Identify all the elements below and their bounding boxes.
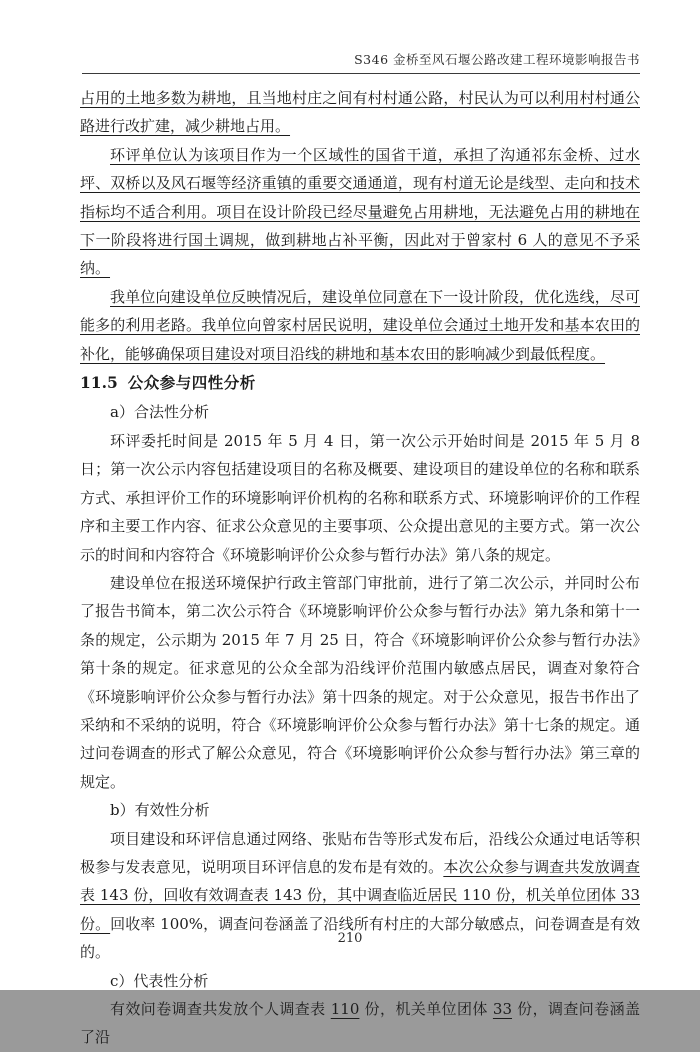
subsection-c-heading: c）代表性分析 bbox=[110, 971, 209, 990]
representativeness-text: 份，调查问卷涵盖了沿 bbox=[80, 1000, 640, 1047]
section-number: 11.5 bbox=[80, 373, 118, 393]
paragraph-land-occupation bbox=[80, 84, 640, 141]
paragraph-representativeness bbox=[80, 995, 640, 1052]
page-number: 210 bbox=[337, 931, 363, 946]
underlined-text: 环评单位认为该项目作为一个区域性的国省干道，承担了沟通祁东金桥、过水坪、双桥以及风石堰等经济重镇的重要交通通道，现有村道无论是线型、走向和技术指标均不适合利用。项目在设计阶段已经尽量避免占用耕地，无法避免占用的耕地在下一阶段将进行国土调规，做到耕地占补平衡，因此对于曾家村 6 人的意见不予采纳。 bbox=[80, 145, 640, 278]
underlined-count-110: 110 bbox=[330, 1000, 360, 1018]
subsection-b-heading: b）有效性分析 bbox=[110, 801, 210, 820]
underlined-text: 我单位向建设单位反映情况后，建设单位同意在下一设计阶段，优化选线，尽可能多的利用老路。我单位向曾家村居民说明，建设单位会通过土地开发和基本农田的补化，能够确保项目建设对项目沿线的耕地和基本农田的影响减少到最低程度。 bbox=[80, 287, 640, 363]
underlined-survey-counts: 本次公众参与调查共发放调查表 143 份，回收有效调查表 143 份，其中调查临近居民 110 份，机关单位团体 33 份。 bbox=[80, 857, 640, 933]
page-header bbox=[82, 50, 640, 74]
paragraph-eia-opinion bbox=[80, 141, 640, 283]
representativeness-text: 有效问卷调查共发放个人调查表 bbox=[110, 1000, 331, 1018]
underlined-text: 占用的土地多数为耕地，且当地村庄之间有村村通公路，村民认为可以利用村村通公路进行改扩建，减少耕地占用。 bbox=[80, 89, 640, 136]
section-title: 公众参与四性分析 bbox=[127, 374, 256, 393]
subsection-a-heading: a）合法性分析 bbox=[110, 403, 209, 422]
effectiveness-conclusion: 回收率 100%，调查问卷涵盖了沿线所有村庄的大部分敏感点，问卷调查是有效的。 bbox=[80, 914, 640, 962]
paragraph-legality-1: 环评委托时间是 2015 年 5 月 4 日，第一次公示开始时间是 2015 年 5 月 8 日；第一次公示内容包括建设项目的名称及概要、建设项目的建设单位的名称和联系方式、承担评价工作的环境影响评价机构的名称和联系方式、环境影响评价的工作程序和主要工作内容、征求公众意见的主要事项、公众提出意见的主要方式。第一次公示的时间和内容符合《环境影响评价公众参与暂行办法》第八条的规定。 bbox=[80, 431, 640, 564]
underlined-count-33: 33 bbox=[492, 1000, 513, 1018]
header-title: S346 金桥至风石堰公路改建工程环境影响报告书 bbox=[354, 52, 640, 67]
document-content bbox=[80, 84, 640, 1052]
section-heading-11-5 bbox=[80, 369, 640, 397]
paragraph-legality-2: 建设单位在报送环境保护行政主管部门审批前，进行了第二次公示，并同时公布了报告书简本，第二次公示符合《环境影响评价公众参与暂行办法》第九条和第十一条的规定，公示期为 2015 年 7 月 25 日，符合《环境影响评价公众参与暂行办法》第十条的规定。征求意见的公众全部为沿线评价范围内敏感点居民，调查对象符合《环境影响评价公众参与暂行办法》第十四条的规定。对于公众意见，报告书作出了采纳和不采纳的说明，符合《环境影响评价公众参与暂行办法》第十七条的规定。通过问卷调查的形式了解公众意见，符合《环境影响评价公众参与暂行办法》第三章的规定。 bbox=[80, 573, 640, 791]
paragraph-unit-response bbox=[80, 283, 640, 368]
representativeness-text: 份，机关单位团体 bbox=[359, 1000, 493, 1018]
page-footer bbox=[0, 931, 700, 946]
effectiveness-text: 项目建设和环评信息通过网络、张贴布告等形式发布后，沿线公众通过电话等积极参与发表意见，说明项目环评信息的发布是有效的。 bbox=[80, 829, 640, 876]
